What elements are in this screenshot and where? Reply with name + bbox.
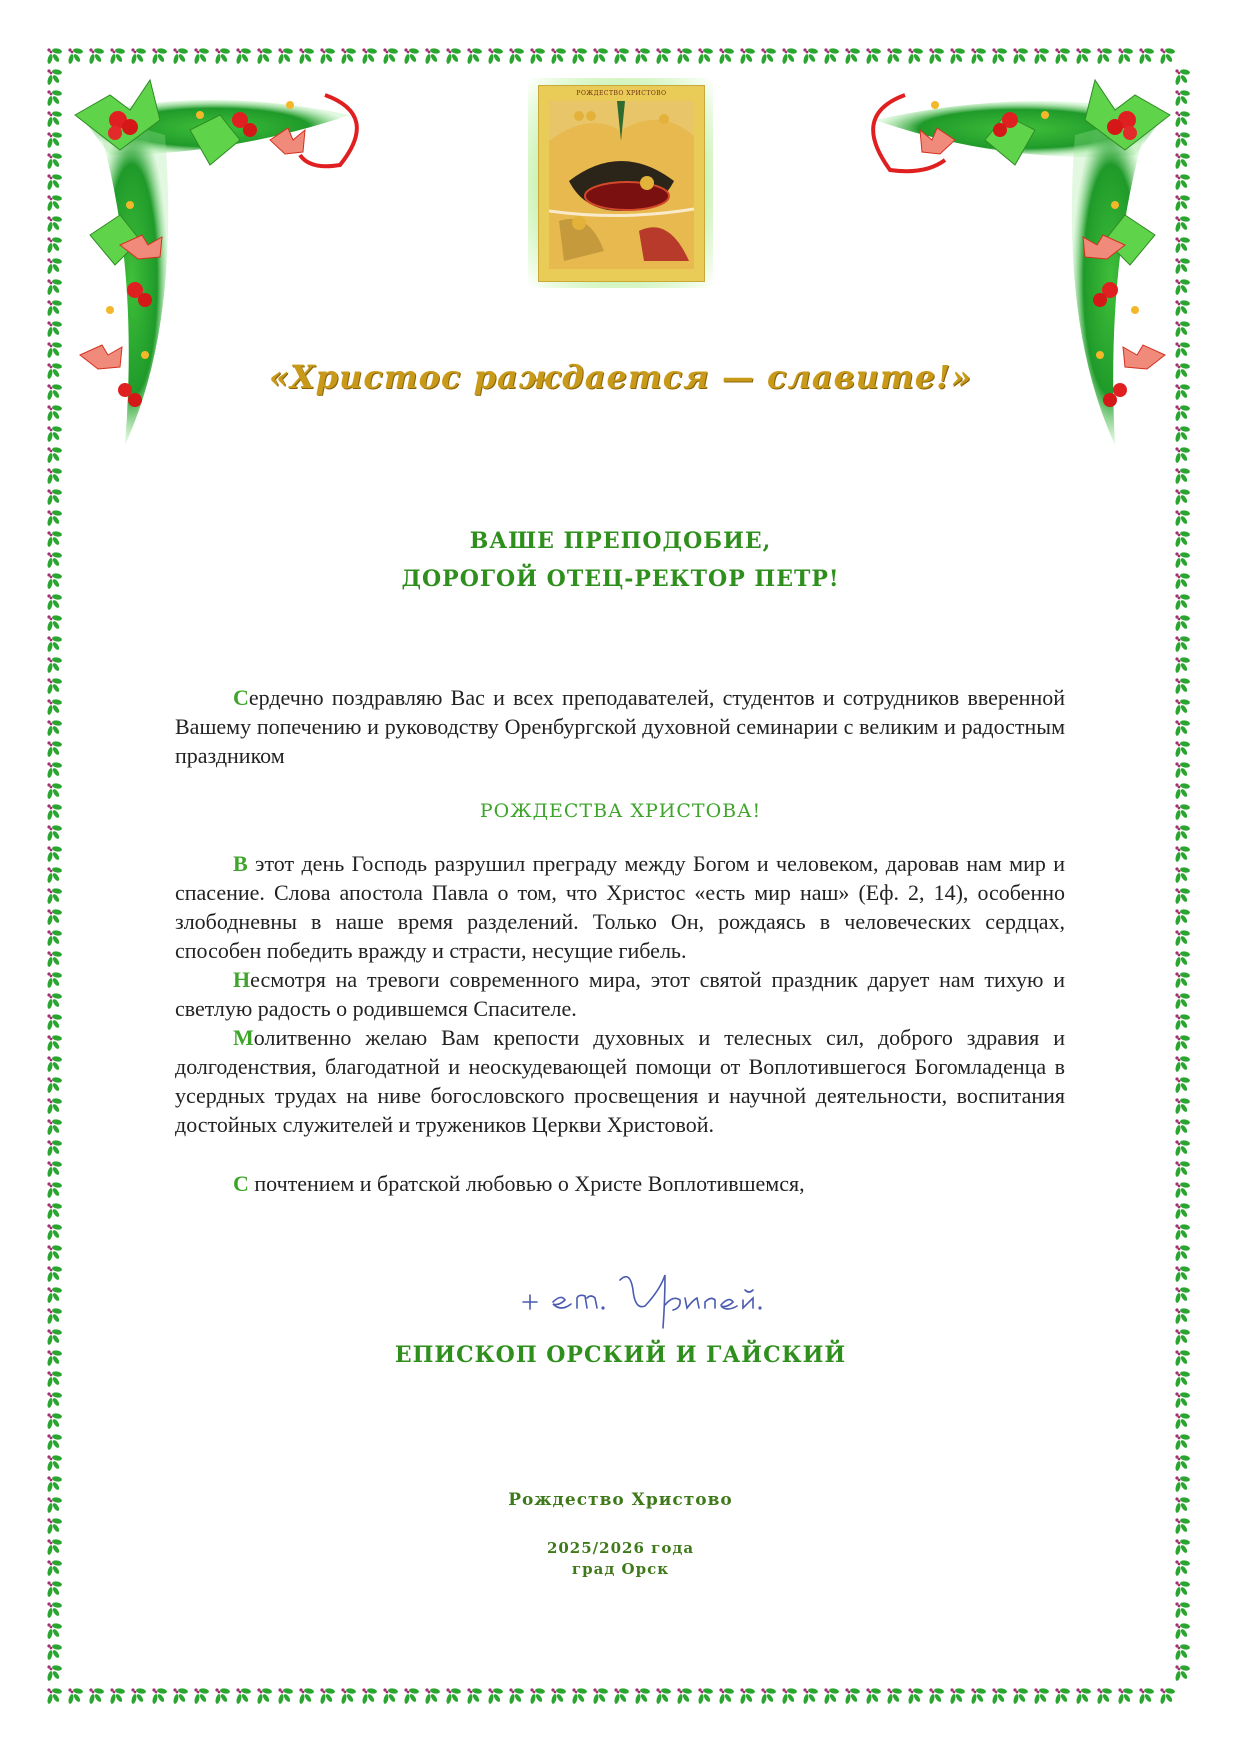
greeting-title: «Христос раждается — славите!» bbox=[268, 358, 973, 396]
holly-motif bbox=[47, 1602, 62, 1619]
holly-motif bbox=[1175, 846, 1191, 863]
holly-motif bbox=[47, 825, 62, 842]
handwritten-signature bbox=[515, 1250, 815, 1330]
holly-motif bbox=[992, 48, 1008, 65]
holly-motif bbox=[47, 846, 62, 863]
holly-motif bbox=[47, 447, 62, 464]
holly-motif bbox=[782, 48, 798, 65]
holly-motif bbox=[740, 48, 756, 65]
paragraph-text: этот день Господь разрушил преграду между Богом и человеком, даровав нам мир и спасение. Слова апостола Павла о том, что Христос «есть мир наш» (Еф. 2, 14), особенно злободневны в наше время разделений. Только Он, рождаясь в человеческих сердцах, способен победить вражду и страсти, несущие гибель. bbox=[175, 851, 1065, 963]
holly-motif bbox=[1175, 615, 1191, 632]
holly-motif bbox=[1175, 825, 1191, 842]
holly-motif bbox=[1175, 972, 1191, 989]
holly-motif bbox=[908, 48, 924, 65]
holly-motif bbox=[1013, 1688, 1029, 1705]
holly-motif bbox=[47, 1308, 62, 1325]
holly-motif bbox=[803, 48, 819, 65]
holly-motif bbox=[341, 1688, 357, 1705]
holly-motif bbox=[47, 909, 62, 926]
holly-motif bbox=[1175, 1245, 1191, 1262]
holly-motif bbox=[47, 1203, 62, 1220]
holly-motif bbox=[47, 1581, 62, 1598]
holly-motif bbox=[761, 48, 777, 65]
holly-motif bbox=[1175, 279, 1191, 296]
holly-motif bbox=[47, 1688, 62, 1705]
holly-motif bbox=[929, 1688, 945, 1705]
holly-motif bbox=[572, 48, 588, 65]
holly-motif bbox=[47, 1035, 62, 1052]
holly-motif bbox=[362, 1688, 378, 1705]
holly-motif bbox=[824, 48, 840, 65]
holly-motif bbox=[362, 48, 378, 65]
holly-motif bbox=[677, 1688, 693, 1705]
holly-motif bbox=[1175, 1287, 1191, 1304]
holly-motif bbox=[47, 657, 62, 674]
holly-motif bbox=[47, 237, 62, 254]
holly-motif bbox=[803, 1688, 819, 1705]
holly-motif bbox=[1175, 1581, 1191, 1598]
holly-motif bbox=[488, 48, 504, 65]
holly-motif bbox=[47, 1392, 62, 1409]
holly-motif bbox=[1175, 993, 1191, 1010]
holly-motif bbox=[1160, 48, 1176, 65]
feast-heading: РОЖДЕСТВА ХРИСТОВА! bbox=[479, 800, 762, 822]
holly-motif bbox=[278, 48, 294, 65]
holly-motif bbox=[1175, 1056, 1191, 1073]
holly-motif bbox=[47, 90, 62, 107]
holly-motif bbox=[1175, 1413, 1191, 1430]
holly-motif bbox=[236, 48, 252, 65]
holly-motif bbox=[47, 678, 62, 695]
holly-motif bbox=[1097, 1688, 1113, 1705]
holly-motif bbox=[782, 1688, 798, 1705]
footer-place: град Орск bbox=[571, 1560, 670, 1578]
holly-motif bbox=[47, 342, 62, 359]
holly-motif bbox=[278, 1688, 294, 1705]
holly-motif bbox=[47, 1224, 62, 1241]
holly-motif bbox=[1175, 762, 1191, 779]
holly-motif bbox=[257, 1688, 273, 1705]
nativity-scene-icon bbox=[549, 101, 694, 269]
holly-motif bbox=[383, 48, 399, 65]
holly-motif bbox=[1175, 1644, 1191, 1661]
holly-motif bbox=[47, 1665, 62, 1682]
holly-motif bbox=[47, 174, 62, 191]
holly-motif bbox=[215, 1688, 231, 1705]
holly-motif bbox=[47, 993, 62, 1010]
holly-motif bbox=[719, 1688, 735, 1705]
holly-motif bbox=[635, 48, 651, 65]
holly-motif bbox=[47, 1371, 62, 1388]
holly-motif bbox=[656, 48, 672, 65]
holly-motif bbox=[47, 1119, 62, 1136]
drop-initial: С bbox=[233, 685, 249, 710]
holly-motif bbox=[236, 1688, 252, 1705]
holly-motif bbox=[866, 48, 882, 65]
holly-motif bbox=[215, 48, 231, 65]
holly-motif bbox=[761, 1688, 777, 1705]
holly-motif bbox=[47, 1287, 62, 1304]
holly-motif bbox=[635, 1688, 651, 1705]
holly-motif bbox=[1175, 300, 1191, 317]
holly-motif bbox=[404, 1688, 420, 1705]
holly-motif bbox=[1175, 342, 1191, 359]
holly-motif bbox=[47, 888, 62, 905]
holly-motif bbox=[1175, 1308, 1191, 1325]
holly-motif bbox=[47, 468, 62, 485]
holly-motif bbox=[47, 699, 62, 716]
footer-year: 2025/2026 года bbox=[546, 1539, 695, 1557]
holly-motif bbox=[1175, 1119, 1191, 1136]
holly-motif bbox=[425, 1688, 441, 1705]
holly-motif bbox=[47, 69, 62, 86]
holly-motif bbox=[719, 48, 735, 65]
holly-motif bbox=[446, 1688, 462, 1705]
nativity-icon bbox=[538, 85, 705, 282]
holly-motif bbox=[1175, 1518, 1191, 1535]
holly-motif bbox=[488, 1688, 504, 1705]
holly-motif bbox=[47, 636, 62, 653]
holly-motif bbox=[131, 1688, 147, 1705]
holly-motif bbox=[1076, 48, 1092, 65]
holly-motif bbox=[194, 48, 210, 65]
holly-motif bbox=[1175, 720, 1191, 737]
holly-motif bbox=[47, 1434, 62, 1451]
christmas-garland-right bbox=[845, 75, 1175, 455]
garland-icon bbox=[70, 75, 365, 455]
holly-motif bbox=[1175, 636, 1191, 653]
holly-motif bbox=[1175, 447, 1191, 464]
holly-motif bbox=[194, 1688, 210, 1705]
holly-motif bbox=[47, 195, 62, 212]
holly-motif bbox=[1175, 468, 1191, 485]
paragraph-1 bbox=[175, 683, 1065, 770]
paragraph-text: ердечно поздравляю Вас и всех преподавателей, студентов и сотрудников вверенной Вашему попечению и руководству Оренбургской духовной семинарии с великим и радостным праздником bbox=[175, 685, 1065, 768]
drop-initial: В bbox=[233, 851, 248, 876]
holly-motif bbox=[656, 1688, 672, 1705]
holly-motif bbox=[47, 153, 62, 170]
holly-motif bbox=[47, 951, 62, 968]
holly-motif bbox=[47, 1077, 62, 1094]
holly-motif bbox=[47, 489, 62, 506]
address-line-2: ДОРОГОЙ ОТЕЦ-РЕКТОР ПЕТР! bbox=[401, 566, 840, 592]
holly-motif bbox=[47, 1014, 62, 1031]
holly-motif bbox=[110, 1688, 126, 1705]
holly-motif bbox=[299, 48, 315, 65]
holly-motif bbox=[614, 48, 630, 65]
holly-motif bbox=[152, 48, 168, 65]
address-line-1: ВАШЕ ПРЕПОДОБИЕ, bbox=[469, 528, 772, 554]
paragraph-2 bbox=[175, 849, 1065, 965]
holly-motif bbox=[47, 279, 62, 296]
holly-motif bbox=[1175, 867, 1191, 884]
holly-motif bbox=[1175, 1140, 1191, 1157]
holly-motif bbox=[509, 48, 525, 65]
holly-motif bbox=[1076, 1688, 1092, 1705]
holly-motif bbox=[257, 48, 273, 65]
holly-motif bbox=[47, 1455, 62, 1472]
holly-motif bbox=[47, 930, 62, 947]
holly-motif bbox=[47, 48, 62, 65]
holly-motif bbox=[1175, 153, 1191, 170]
holly-motif bbox=[1055, 1688, 1071, 1705]
holly-motif bbox=[950, 48, 966, 65]
holly-motif bbox=[89, 48, 105, 65]
holly-motif bbox=[1175, 951, 1191, 968]
holly-motif bbox=[47, 720, 62, 737]
holly-motif bbox=[47, 426, 62, 443]
holly-motif bbox=[1175, 216, 1191, 233]
holly-motif bbox=[1175, 1434, 1191, 1451]
holly-motif bbox=[1175, 1077, 1191, 1094]
paragraph-3 bbox=[175, 965, 1065, 1023]
holly-motif bbox=[47, 1098, 62, 1115]
holly-motif bbox=[1175, 888, 1191, 905]
holly-motif bbox=[1175, 1035, 1191, 1052]
holly-motif bbox=[1175, 1203, 1191, 1220]
holly-motif bbox=[1175, 1392, 1191, 1409]
holly-motif bbox=[593, 1688, 609, 1705]
holly-motif bbox=[404, 48, 420, 65]
holly-motif bbox=[1139, 1688, 1155, 1705]
holly-motif bbox=[1055, 48, 1071, 65]
holly-motif bbox=[1175, 132, 1191, 149]
holly-motif bbox=[47, 1182, 62, 1199]
signature-icon bbox=[515, 1250, 815, 1330]
holly-motif bbox=[68, 48, 84, 65]
holly-motif bbox=[1118, 1688, 1134, 1705]
christmas-garland-left bbox=[70, 75, 365, 455]
holly-motif bbox=[47, 1413, 62, 1430]
holly-motif bbox=[341, 48, 357, 65]
holly-motif bbox=[1175, 258, 1191, 275]
holly-motif bbox=[1175, 1182, 1191, 1199]
holly-motif bbox=[992, 1688, 1008, 1705]
holly-motif bbox=[1118, 48, 1134, 65]
holly-motif bbox=[47, 972, 62, 989]
holly-motif bbox=[1175, 783, 1191, 800]
holly-motif bbox=[68, 1688, 84, 1705]
holly-motif bbox=[509, 1688, 525, 1705]
drop-initial: С bbox=[233, 1171, 249, 1196]
holly-motif bbox=[1175, 489, 1191, 506]
closing-line bbox=[233, 1171, 805, 1197]
holly-motif bbox=[467, 1688, 483, 1705]
holly-motif bbox=[47, 1266, 62, 1283]
holly-motif bbox=[1175, 1224, 1191, 1241]
holly-motif bbox=[845, 48, 861, 65]
holly-motif bbox=[677, 48, 693, 65]
holly-motif bbox=[47, 867, 62, 884]
holly-motif bbox=[131, 48, 147, 65]
holly-motif bbox=[1175, 657, 1191, 674]
holly-motif bbox=[698, 48, 714, 65]
holly-motif bbox=[47, 762, 62, 779]
holly-motif bbox=[530, 48, 546, 65]
holly-motif bbox=[47, 405, 62, 422]
holly-motif bbox=[1175, 237, 1191, 254]
holly-motif bbox=[47, 132, 62, 149]
icon-caption: РОЖДЕСТВО ХРИСТОВО bbox=[576, 90, 667, 97]
holly-motif bbox=[593, 48, 609, 65]
holly-motif bbox=[47, 741, 62, 758]
holly-motif bbox=[383, 1688, 399, 1705]
holly-motif bbox=[467, 48, 483, 65]
holly-motif bbox=[47, 258, 62, 275]
garland-icon bbox=[845, 75, 1175, 455]
holly-motif bbox=[1175, 1266, 1191, 1283]
holly-motif bbox=[1160, 1688, 1176, 1705]
holly-motif bbox=[173, 1688, 189, 1705]
holly-motif bbox=[1034, 1688, 1050, 1705]
holly-motif bbox=[1175, 195, 1191, 212]
holly-motif bbox=[299, 1688, 315, 1705]
holly-motif bbox=[446, 48, 462, 65]
holly-motif bbox=[1175, 1602, 1191, 1619]
holly-motif bbox=[47, 615, 62, 632]
holly-motif bbox=[551, 1688, 567, 1705]
holly-motif bbox=[572, 1688, 588, 1705]
holly-motif bbox=[887, 1688, 903, 1705]
address-heading bbox=[0, 522, 1241, 598]
holly-motif bbox=[698, 1688, 714, 1705]
holly-motif bbox=[47, 321, 62, 338]
closing-text: почтением и братской любовью о Христе Воплотившемся, bbox=[248, 1171, 805, 1196]
holly-motif bbox=[1013, 48, 1029, 65]
holly-motif bbox=[47, 1623, 62, 1640]
holly-motif bbox=[1175, 1098, 1191, 1115]
holly-motif bbox=[1034, 48, 1050, 65]
holly-motif bbox=[824, 1688, 840, 1705]
paragraph-text: есмотря на тревоги современного мира, этот святой праздник дарует нам тихую и светлую радость о родившемся Спасителе. bbox=[175, 967, 1065, 1021]
holly-motif bbox=[1175, 90, 1191, 107]
holly-motif bbox=[89, 1688, 105, 1705]
holly-motif bbox=[1175, 909, 1191, 926]
holly-motif bbox=[1175, 699, 1191, 716]
holly-motif bbox=[845, 1688, 861, 1705]
holly-motif bbox=[47, 1518, 62, 1535]
footer-occasion: Рождество Христово bbox=[508, 1490, 733, 1510]
holly-motif bbox=[1175, 1371, 1191, 1388]
drop-initial: Н bbox=[233, 967, 251, 992]
holly-motif bbox=[47, 1644, 62, 1661]
holly-motif bbox=[1175, 1161, 1191, 1178]
holly-motif bbox=[1139, 48, 1155, 65]
holly-motif bbox=[1175, 1455, 1191, 1472]
holly-motif bbox=[1175, 174, 1191, 191]
holly-motif bbox=[1175, 678, 1191, 695]
holly-motif bbox=[1097, 48, 1113, 65]
holly-motif bbox=[866, 1688, 882, 1705]
paragraph-text: олитвенно желаю Вам крепости духовных и телесных сил, доброго здравия и долгоденствия, благодатной и неоскудевающей помощи от Воплотившегося Богомладенца в усердных трудах на ниве богословского просвещения и научной деятельности, воспитания достойных служителей и тружеников Церкви Христовой. bbox=[175, 1025, 1065, 1137]
holly-motif bbox=[971, 1688, 987, 1705]
holly-motif bbox=[320, 1688, 336, 1705]
drop-initial: М bbox=[233, 1025, 254, 1050]
holly-motif bbox=[1175, 111, 1191, 128]
holly-motif bbox=[1175, 69, 1191, 86]
paragraph-group bbox=[175, 849, 1065, 1139]
holly-motif bbox=[1175, 1014, 1191, 1031]
holly-motif bbox=[1175, 741, 1191, 758]
holly-motif bbox=[425, 48, 441, 65]
holly-motif bbox=[1175, 405, 1191, 422]
holly-motif bbox=[47, 1056, 62, 1073]
holly-motif bbox=[47, 783, 62, 800]
holly-motif bbox=[908, 1688, 924, 1705]
holly-motif bbox=[1175, 1623, 1191, 1640]
holly-motif bbox=[1175, 1665, 1191, 1682]
paragraph-4 bbox=[175, 1023, 1065, 1139]
holly-motif bbox=[950, 1688, 966, 1705]
holly-motif bbox=[110, 48, 126, 65]
holly-motif bbox=[320, 48, 336, 65]
holly-motif bbox=[1175, 321, 1191, 338]
holly-motif bbox=[740, 1688, 756, 1705]
holly-motif bbox=[530, 1688, 546, 1705]
holly-motif bbox=[152, 1688, 168, 1705]
holly-motif bbox=[173, 48, 189, 65]
holly-motif bbox=[47, 216, 62, 233]
holly-motif bbox=[971, 48, 987, 65]
holly-motif bbox=[47, 1245, 62, 1262]
holly-motif bbox=[551, 48, 567, 65]
holly-motif bbox=[929, 48, 945, 65]
holly-motif bbox=[47, 111, 62, 128]
holly-motif bbox=[1175, 930, 1191, 947]
holly-motif bbox=[1175, 426, 1191, 443]
signatory-title: ЕПИСКОП ОРСКИЙ И ГАЙСКИЙ bbox=[394, 1342, 847, 1368]
holly-motif bbox=[47, 300, 62, 317]
holly-motif bbox=[614, 1688, 630, 1705]
holly-motif bbox=[887, 48, 903, 65]
holly-motif bbox=[47, 1140, 62, 1157]
holly-motif bbox=[47, 1161, 62, 1178]
